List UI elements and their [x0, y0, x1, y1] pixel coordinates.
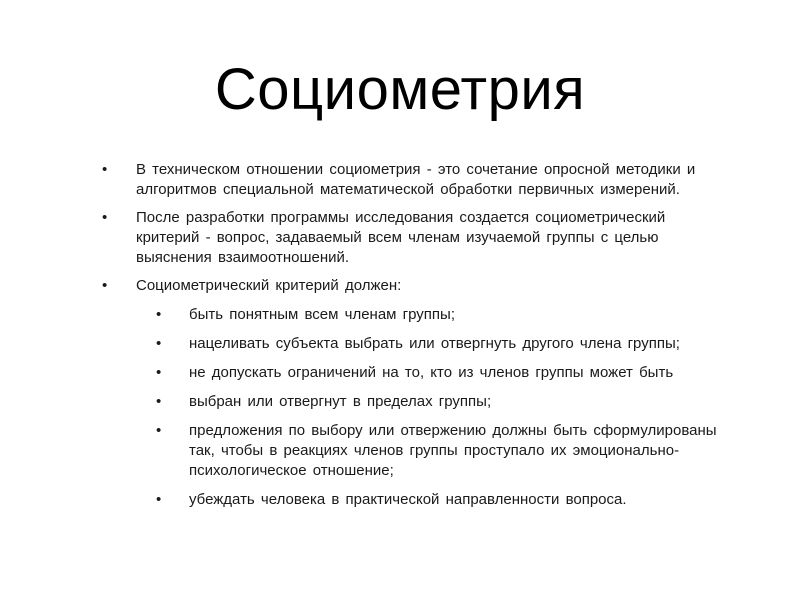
sub-bullet-icon: • — [156, 364, 162, 381]
bullet-icon: • — [102, 209, 108, 226]
sub-bullet-icon: • — [156, 335, 162, 352]
bullet-text: После разработки программы исследования создается социометрический критерий - вопрос, задаваемый всем членам изучаемой группы с целью выяснения взаимоотношений. — [136, 209, 666, 266]
sub-bullet-icon: • — [156, 393, 162, 410]
sub-bullet-icon: • — [156, 422, 162, 439]
sub-bullet-item — [127, 363, 720, 383]
sub-bullet-text: нацеливать субъекта выбрать или отвергнуть другого члена группы; — [189, 335, 680, 352]
bullet-text: Социометрический критерий должен: — [136, 277, 402, 294]
sub-bullet-item — [127, 334, 720, 354]
bullet-icon: • — [102, 161, 108, 178]
sub-bullet-text: быть понятным всем членам группы; — [189, 306, 455, 323]
sub-bullet-icon: • — [156, 491, 162, 508]
sub-bullet-text: убеждать человека в практической направленности вопроса. — [189, 491, 627, 508]
sub-bullet-item — [127, 421, 720, 481]
slide-title: Социометрия — [214, 57, 586, 122]
bullet-list — [100, 160, 720, 519]
bullet-text: В техническом отношении социометрия - это сочетание опросной методики и алгоритмов специальной математической обработки первичных измерений. — [136, 161, 696, 198]
sub-bullet-text: не допускать ограничений на то, кто из членов группы может быть — [189, 364, 674, 381]
sub-bullet-item — [127, 305, 720, 325]
bullet-item — [100, 160, 720, 200]
bullet-item — [100, 208, 720, 268]
sub-bullet-icon: • — [156, 306, 162, 323]
sub-bullet-text: предложения по выбору или отвержению должны быть сформулированы так, чтобы в реакциях членов группы проступало их эмоционально-психологическое отношение; — [189, 422, 717, 479]
bullet-icon: • — [102, 277, 108, 294]
sub-bullet-text: выбран или отвергнут в пределах группы; — [189, 393, 492, 410]
sub-bullet-item — [127, 392, 720, 412]
sub-bullet-item — [127, 490, 720, 510]
bullet-item — [100, 276, 720, 296]
